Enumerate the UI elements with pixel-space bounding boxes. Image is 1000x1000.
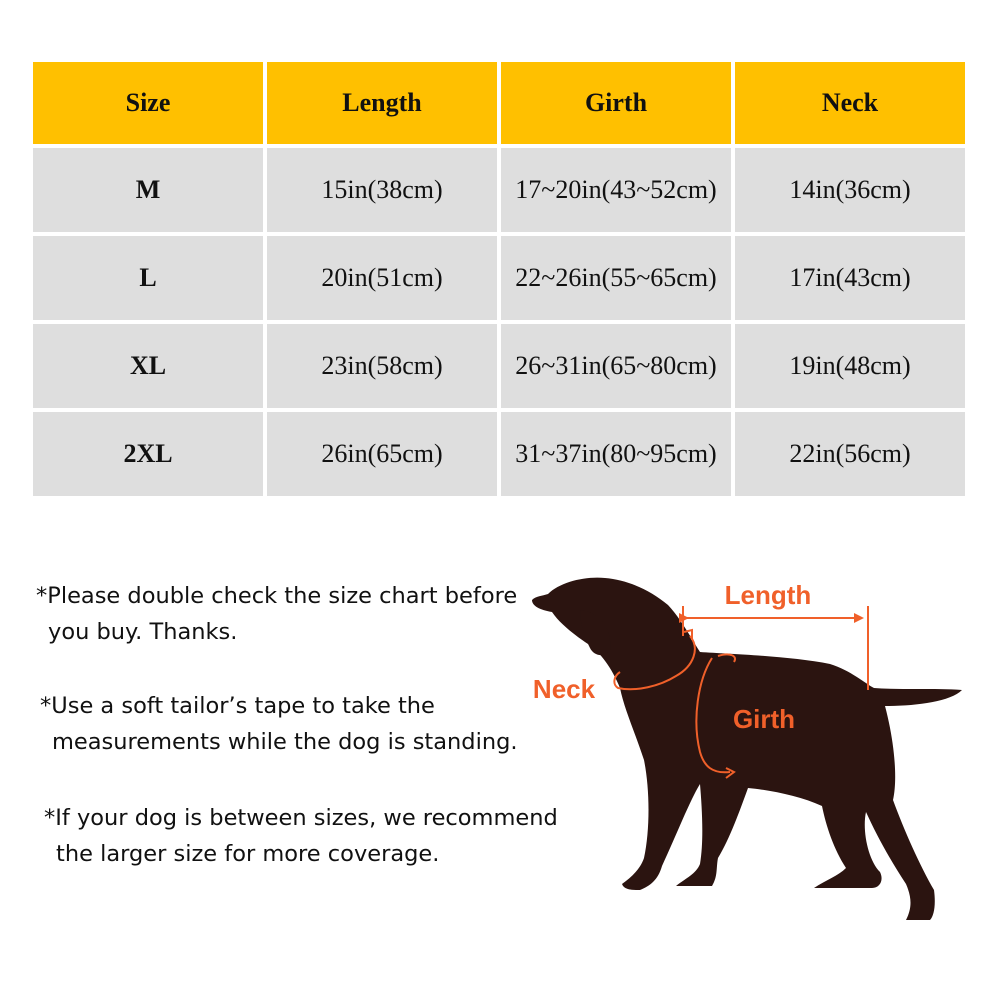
table-row (33, 148, 965, 232)
length-cell: 15in(38cm) (267, 148, 497, 232)
size-cell: M (33, 148, 263, 232)
table-row (33, 324, 965, 408)
table-row (33, 236, 965, 320)
girth-cell: 26~31in(65~80cm) (501, 324, 731, 408)
neck-label: Neck (532, 674, 596, 704)
header-girth: Girth (501, 62, 731, 144)
size-cell: L (33, 236, 263, 320)
note-line: *Please double check the size chart before (36, 583, 518, 609)
header-size: Size (33, 62, 263, 144)
length-label: Length (724, 580, 812, 610)
neck-cell: 14in(36cm) (735, 148, 965, 232)
header-length: Length (267, 62, 497, 144)
girth-label: Girth (732, 704, 796, 734)
header-neck: Neck (735, 62, 965, 144)
note-between-sizes (44, 800, 584, 872)
note-line: *If your dog is between sizes, we recommend (44, 805, 558, 831)
length-cell: 20in(51cm) (267, 236, 497, 320)
size-cell: XL (33, 324, 263, 408)
neck-cell: 19in(48cm) (735, 324, 965, 408)
girth-cell: 17~20in(43~52cm) (501, 148, 731, 232)
length-cell: 26in(65cm) (267, 412, 497, 496)
dog-silhouette-icon (532, 578, 962, 920)
dog-measurement-diagram (520, 560, 980, 940)
size-cell: 2XL (33, 412, 263, 496)
note-line: the larger size for more coverage. (56, 841, 440, 867)
length-cell: 23in(58cm) (267, 324, 497, 408)
neck-cell: 22in(56cm) (735, 412, 965, 496)
girth-cell: 31~37in(80~95cm) (501, 412, 731, 496)
note-line: measurements while the dog is standing. (52, 729, 518, 755)
size-chart-table (29, 58, 969, 500)
table-row (33, 412, 965, 496)
note-tailor-tape (40, 688, 580, 760)
note-line: *Use a soft tailor’s tape to take the (40, 693, 435, 719)
table-header-row (33, 62, 965, 144)
note-line: you buy. Thanks. (48, 619, 238, 645)
girth-cell: 22~26in(55~65cm) (501, 236, 731, 320)
dog-diagram-svg (520, 560, 980, 940)
neck-cell: 17in(43cm) (735, 236, 965, 320)
note-double-check (36, 578, 576, 650)
